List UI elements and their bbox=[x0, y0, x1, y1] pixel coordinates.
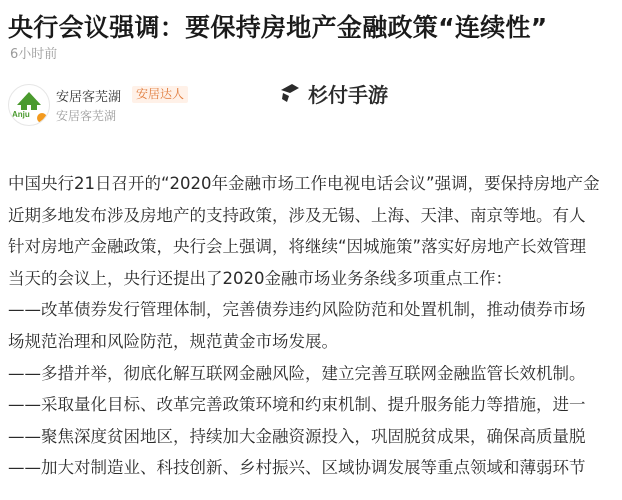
paragraph-line: ——采取量化目标、改革完善政策环境和约束机制、提升服务能力等措施，进一 bbox=[8, 395, 586, 415]
article-body bbox=[8, 168, 622, 484]
article-title: 央行会议强调：要保持房地产金融政策“连续性” bbox=[8, 13, 548, 42]
house-logo-icon bbox=[9, 85, 49, 125]
author-badge: 安居达人 bbox=[132, 86, 188, 103]
author-info bbox=[8, 84, 268, 126]
publish-time: 6小时前 bbox=[10, 47, 58, 62]
paragraph-line: ——多措并举，彻底化解互联网金融风险，建立完善互联网金融监管长效机制。 bbox=[8, 363, 586, 383]
paragraph-line: 中国央行21日召开的“2020年金融市场工作电视电话会议”强调，要保持房地产金 bbox=[8, 174, 600, 193]
author-subtitle: 安居客芜湖 bbox=[56, 109, 117, 123]
paragraph-line: 近期多地发布涉及房地产的支持政策，涉及无锡、上海、天津、南京等地。有人 bbox=[8, 205, 586, 225]
paragraph-line: ——改革债券发行管理体制，完善债券违约风险防范和处置机制，推动债券市场 bbox=[8, 300, 586, 320]
hand-logo-icon bbox=[278, 80, 302, 104]
watermark-text: 杉付手游 bbox=[308, 83, 388, 107]
avatar[interactable] bbox=[8, 84, 50, 126]
paragraph-line: 当天的会议上，央行还提出了2020金融市场业务条线多项重点工作： bbox=[8, 268, 512, 288]
watermark bbox=[278, 76, 418, 106]
author-name[interactable]: 安居客芜湖 bbox=[56, 90, 122, 105]
paragraph-line: ——加大对制造业、科技创新、乡村振兴、区域协调发展等重点领域和薄弱环节 bbox=[8, 458, 586, 478]
paragraph-line: 场规范治理和风险防范，规范黄金市场发展。 bbox=[8, 331, 338, 351]
avatar-text: Anju bbox=[12, 110, 30, 119]
paragraph-line: 针对房地产金融政策，央行会上强调，将继续“因城施策”落实好房地产长效管理 bbox=[8, 237, 587, 257]
paragraph-line: ——聚焦深度贫困地区，持续加大金融资源投入，巩固脱贫成果，确保高质量脱 bbox=[8, 426, 586, 446]
